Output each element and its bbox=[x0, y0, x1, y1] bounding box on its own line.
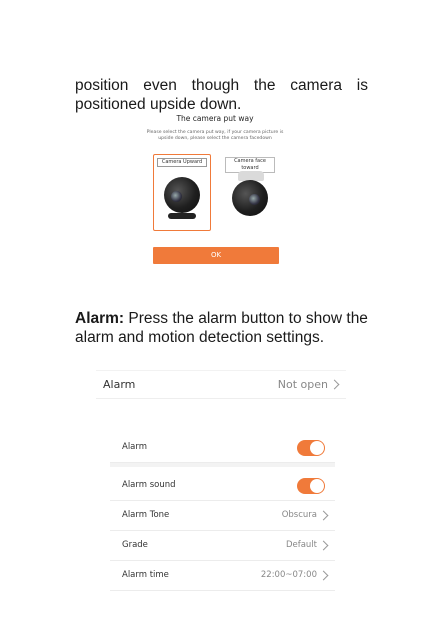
camera-upward-option[interactable] bbox=[153, 154, 211, 231]
alarm-row-label: Alarm bbox=[103, 378, 136, 391]
alarm-sound-label: Alarm sound bbox=[122, 480, 176, 490]
camera-toward-label: Camera face toward bbox=[225, 157, 275, 173]
alarm-toggle[interactable] bbox=[297, 440, 325, 456]
camera-toward-option[interactable] bbox=[222, 154, 278, 229]
alarm-time-row[interactable] bbox=[110, 561, 335, 591]
put-way-description: Please select the camera put way, if your camera picture is upside down, please select the camera facedown bbox=[146, 130, 284, 141]
alarm-tone-row[interactable] bbox=[110, 501, 335, 531]
alarm-heading: Alarm: bbox=[75, 310, 125, 327]
paragraph-alarm bbox=[75, 309, 368, 347]
section-divider bbox=[110, 463, 335, 467]
ok-button[interactable]: OK bbox=[153, 247, 279, 264]
camera-toward-image bbox=[232, 180, 268, 216]
toggle-knob bbox=[310, 479, 324, 493]
alarm-tone-label: Alarm Tone bbox=[122, 510, 170, 520]
alarm-row-value: Not open bbox=[277, 378, 328, 391]
alarm-settings-panel bbox=[110, 433, 335, 593]
chevron-right-icon bbox=[319, 511, 329, 521]
alarm-time-label: Alarm time bbox=[122, 570, 169, 580]
alarm-description: Press the alarm button to show the alarm and motion detection settings. bbox=[75, 310, 368, 346]
alarm-toggle-row bbox=[110, 433, 335, 463]
grade-value: Default bbox=[285, 540, 317, 550]
camera-upward-image bbox=[164, 177, 200, 213]
grade-label: Grade bbox=[122, 540, 148, 550]
alarm-toggle-label: Alarm bbox=[122, 442, 148, 452]
alarm-sound-row bbox=[110, 471, 335, 501]
chevron-right-icon bbox=[319, 571, 329, 581]
chevron-right-icon bbox=[319, 541, 329, 551]
alarm-tone-value: Obscura bbox=[281, 510, 317, 520]
chevron-right-icon bbox=[330, 380, 340, 390]
camera-lens-icon bbox=[249, 194, 260, 205]
put-way-title: The camera put way bbox=[176, 114, 254, 123]
camera-upward-label: Camera Upward bbox=[157, 158, 207, 167]
toggle-knob bbox=[310, 441, 324, 455]
alarm-setting-row[interactable] bbox=[96, 370, 346, 399]
alarm-sound-toggle[interactable] bbox=[297, 478, 325, 494]
camera-lens-icon bbox=[171, 191, 182, 202]
grade-row[interactable] bbox=[110, 531, 335, 561]
alarm-time-value: 22:00~07:00 bbox=[260, 570, 317, 580]
paragraph-camera-position: position even though the camera is positioned upside down. bbox=[75, 77, 368, 113]
camera-base-icon bbox=[168, 213, 196, 219]
